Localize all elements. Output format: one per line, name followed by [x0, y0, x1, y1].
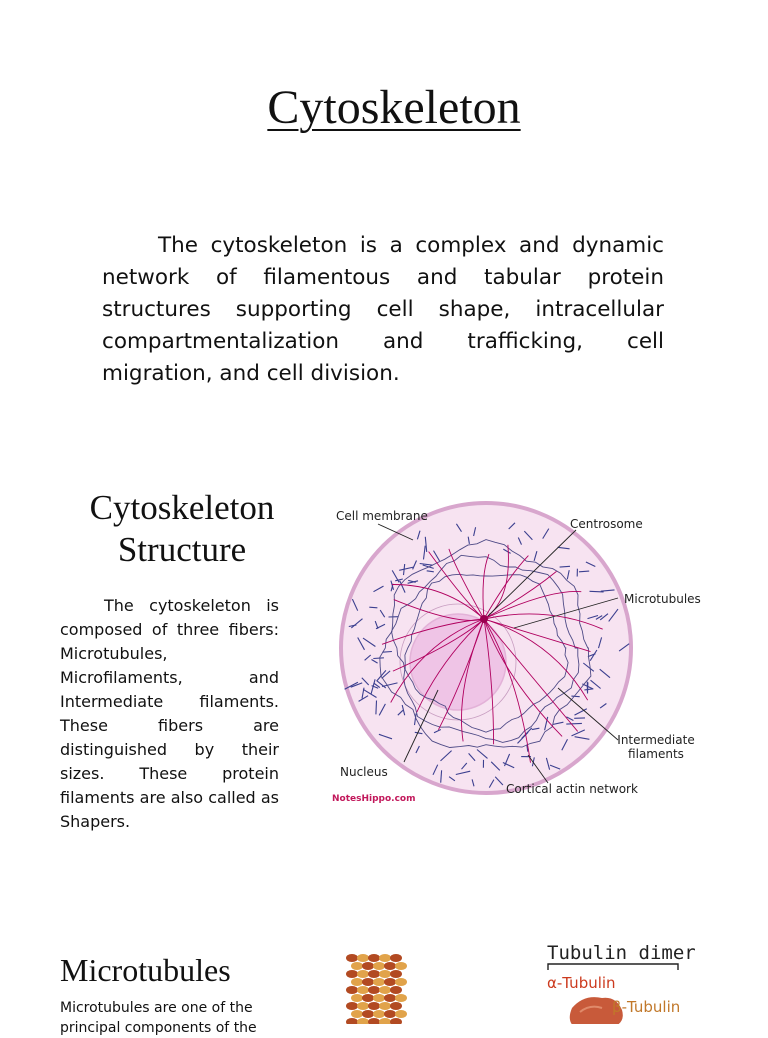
label-intermediate-line2: filaments: [628, 747, 684, 761]
tubulin-subunit: [379, 1002, 391, 1010]
tubulin-subunit: [384, 962, 396, 970]
tubulin-subunit: [357, 1018, 369, 1024]
tubulin-subunit: [390, 986, 402, 994]
tubulin-subunit: [384, 1010, 396, 1018]
label-nucleus: Nucleus: [340, 765, 388, 779]
tubulin-subunit: [390, 970, 402, 978]
actin-filament: [373, 658, 384, 659]
tubulin-subunit: [357, 954, 369, 962]
tubulin-subunit: [373, 1010, 385, 1018]
microtubule-tube: [346, 954, 407, 1024]
tubulin-subunit: [395, 978, 407, 986]
tubulin-subunit: [346, 970, 358, 978]
tubulin-subunit: [368, 970, 380, 978]
actin-filament: [376, 701, 377, 715]
actin-filament: [579, 571, 589, 572]
alpha-tubulin-label: α-Tubulin: [547, 974, 616, 992]
label-cortical-actin: Cortical actin network: [506, 782, 638, 796]
diagram-watermark: NotesHippo.com: [332, 794, 415, 804]
actin-filament: [571, 696, 579, 697]
tubulin-subunit: [373, 994, 385, 1002]
dimer-bracket: [548, 964, 678, 970]
label-intermediate-line1: Intermediate: [617, 733, 694, 747]
tubulin-subunit: [362, 962, 374, 970]
tubulin-subunit: [346, 986, 358, 994]
tubulin-subunit: [362, 978, 374, 986]
tubulin-subunit: [346, 1018, 358, 1024]
tubulin-subunit: [351, 1010, 363, 1018]
microtubules-paragraph: Microtubules are one of the principal components of the: [60, 998, 279, 1038]
tubulin-subunit: [357, 986, 369, 994]
tubulin-subunit: [346, 1002, 358, 1010]
tubulin-subunit: [351, 978, 363, 986]
tubulin-subunit: [368, 1018, 380, 1024]
structure-heading-line1: Cytoskeleton: [90, 488, 275, 527]
actin-filament: [590, 591, 604, 592]
tubulin-subunit: [368, 1002, 380, 1010]
tubulin-illustration: [340, 938, 700, 1024]
label-cell-membrane: Cell membrane: [336, 509, 428, 523]
structure-paragraph: The cytoskeleton is composed of three fibers: Microtubules, Microfilaments, and Intermediate filaments. These fibers are distinguished by their sizes. These protein filaments are also called as Shapers.: [60, 594, 279, 834]
tubulin-subunit: [379, 1018, 391, 1024]
tubulin-subunit: [379, 970, 391, 978]
actin-filament: [369, 607, 377, 608]
tubulin-dimer-title: Tubulin dimer: [547, 942, 696, 964]
tubulin-subunit: [368, 986, 380, 994]
label-intermediate-filaments: [616, 733, 696, 761]
tubulin-subunit: [373, 978, 385, 986]
microtubules-heading: Microtubules: [60, 950, 231, 990]
tubulin-subunit: [368, 954, 380, 962]
tubulin-subunit: [395, 1010, 407, 1018]
label-microtubules: Microtubules: [624, 592, 701, 606]
tubulin-subunit: [362, 1010, 374, 1018]
tubulin-subunit: [346, 954, 358, 962]
tubulin-subunit: [351, 994, 363, 1002]
structure-heading-line2: Structure: [118, 530, 246, 569]
tubulin-subunit: [357, 1002, 369, 1010]
tubulin-subunit: [390, 1018, 402, 1024]
structure-heading: [60, 487, 304, 571]
tubulin-subunit: [379, 986, 391, 994]
actin-filament: [382, 652, 392, 653]
tubulin-subunit: [384, 978, 396, 986]
label-centrosome: Centrosome: [570, 517, 643, 531]
intro-paragraph: The cytoskeleton is a complex and dynamic network of filamentous and tabular protein structures supporting cell shape, intracellular compartmentalization and trafficking, cell migration, and cell division.: [102, 230, 664, 390]
tubulin-subunit: [390, 954, 402, 962]
tubulin-subunit: [373, 962, 385, 970]
tubulin-subunit: [362, 994, 374, 1002]
tubulin-subunit: [395, 962, 407, 970]
tubulin-subunit: [351, 962, 363, 970]
page-title: Cytoskeleton: [0, 78, 768, 138]
tubulin-subunit: [384, 994, 396, 1002]
cytoskeleton-diagram: [318, 500, 718, 815]
tubulin-subunit: [395, 994, 407, 1002]
tubulin-subunit: [390, 1002, 402, 1010]
tubulin-subunit: [357, 970, 369, 978]
centrosome: [480, 615, 488, 623]
tubulin-subunit: [379, 954, 391, 962]
beta-tubulin-label: β-Tubulin: [612, 998, 680, 1016]
actin-filament: [566, 723, 582, 724]
